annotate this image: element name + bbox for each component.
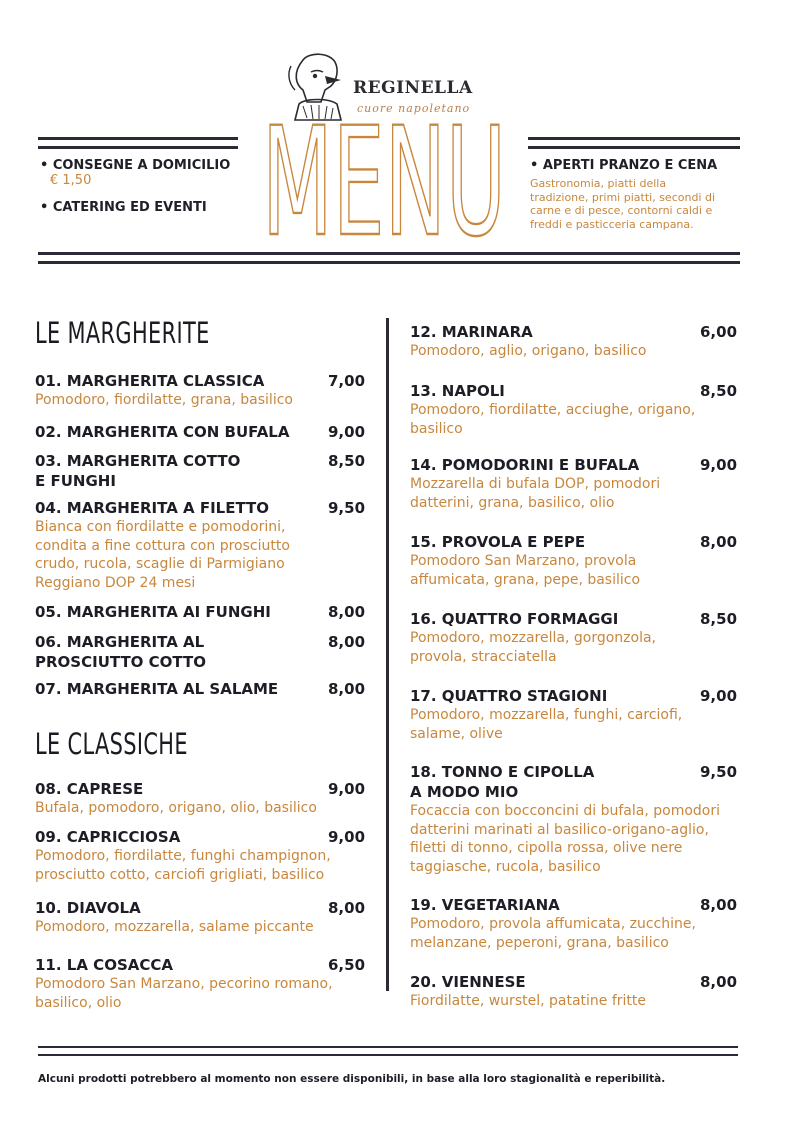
description-line: tradizione, primi piatti, secondi di	[530, 190, 716, 204]
item-name: 14. POMODORINI E BUFALA	[410, 456, 640, 474]
item-description: Pomodoro, mozzarella, salame piccante	[35, 919, 314, 935]
menu-item	[35, 827, 370, 884]
item-description: Pomodoro, fiordilatte, funghi champignon,	[35, 848, 331, 864]
item-price: 8,50	[328, 452, 366, 470]
item-description: Fiordilatte, wurstel, patatine fritte	[410, 993, 647, 1009]
menu-item	[35, 955, 370, 1012]
item-name: 16. QUATTRO FORMAGGI	[410, 610, 619, 628]
item-price: 8,00	[700, 973, 738, 991]
item-description: Reggiano DOP 24 mesi	[35, 574, 196, 591]
item-name: 03. MARGHERITA COTTO	[35, 452, 241, 470]
menu-item	[35, 898, 370, 937]
services-right	[530, 158, 740, 231]
availability-note: Alcuni prodotti potrebbero al momento non essere disponibili, in base alla loro stagionalità e reperibilità.	[38, 1073, 666, 1085]
item-description: Bufala, pomodoro, origano, olio, basilico	[35, 800, 317, 816]
item-price: 9,00	[700, 687, 738, 705]
item-name: 01. MARGHERITA CLASSICA	[35, 372, 265, 390]
item-price: 8,50	[700, 382, 738, 400]
item-name: 09. CAPRICCIOSA	[35, 828, 181, 846]
item-description: Focaccia con bocconcini di bufala, pomodori	[410, 803, 720, 819]
reginella-logo	[285, 50, 475, 128]
logo-mask-icon	[285, 50, 351, 124]
item-price: 7,00	[328, 372, 366, 390]
section-title-margherite: LE MARGHERITE	[35, 316, 210, 350]
item-description: melanzane, peperoni, grana, basilico	[410, 934, 669, 951]
header-rule-bottom	[38, 252, 740, 264]
item-description: filetti di tonno, cipolla rossa, olive nere	[410, 840, 683, 856]
opening-hours: • APERTI PRANZO E CENA	[530, 158, 718, 173]
item-price: 8,50	[700, 610, 738, 628]
item-description: datterini marinati al basilico-origano-aglio,	[410, 821, 709, 838]
item-price: 8,00	[700, 896, 738, 914]
item-description: Bianca con fiordilatte e pomodorini,	[35, 519, 286, 535]
item-price: 9,00	[700, 456, 738, 474]
item-name: 10. DIAVOLA	[35, 899, 141, 917]
item-description: Pomodoro, aglio, origano, basilico	[410, 343, 647, 359]
menu-item	[35, 371, 370, 410]
item-price: 6,50	[328, 956, 366, 974]
item-description: Pomodoro San Marzano, pecorino romano,	[35, 976, 333, 992]
restaurant-description	[530, 177, 740, 231]
item-name: 07. MARGHERITA AL SALAME	[35, 680, 279, 698]
menu-item	[35, 779, 370, 818]
item-description: condita a fine cottura con prosciutto	[35, 537, 290, 554]
section-title-classiche: LE CLASSICHE	[35, 727, 188, 761]
item-price: 8,00	[328, 680, 366, 698]
header-rule-left	[38, 137, 238, 149]
item-description: affumicata, grana, pepe, basilico	[410, 571, 641, 588]
item-price: 6,00	[700, 323, 738, 341]
item-name: 08. CAPRESE	[35, 780, 144, 798]
menu-item	[35, 632, 370, 672]
item-description: provola, stracciatella	[410, 648, 557, 665]
item-description: basilico, olio	[35, 994, 122, 1011]
logo-name: REGINELLA	[353, 78, 473, 98]
item-name: 19. VEGETARIANA	[410, 896, 560, 914]
menu-item	[410, 455, 755, 512]
item-name: 12. MARINARA	[410, 323, 533, 341]
column-divider	[386, 318, 389, 991]
item-price: 9,00	[328, 423, 366, 441]
menu-item	[410, 609, 755, 666]
footer-rule	[38, 1046, 738, 1056]
item-price: 8,00	[328, 633, 366, 651]
menu-item	[410, 381, 755, 438]
item-description: salame, olive	[410, 725, 503, 742]
menu-item	[35, 679, 370, 699]
menu-item	[410, 322, 755, 361]
item-description: crudo, rucola, scaglie di Parmigiano	[35, 556, 285, 572]
item-description: datterini, grana, basilico, olio	[410, 494, 615, 511]
description-line: freddi e pasticceria campana.	[530, 217, 694, 231]
header-rule-right	[528, 137, 740, 149]
item-price: 8,00	[328, 603, 366, 621]
item-name: 04. MARGHERITA A FILETTO	[35, 499, 270, 517]
item-name: 05. MARGHERITA AI FUNGHI	[35, 603, 271, 621]
item-price: 8,00	[328, 899, 366, 917]
item-description: taggiasche, rucola, basilico	[410, 858, 601, 875]
logo-tagline: cuore napoletano	[357, 102, 471, 115]
menu-item	[35, 602, 370, 622]
item-name-line2: PROSCIUTTO COTTO	[35, 653, 206, 671]
item-description: Pomodoro San Marzano, provola	[410, 553, 637, 569]
item-name: 13. NAPOLI	[410, 382, 505, 400]
item-name-line2: A MODO MIO	[410, 783, 519, 801]
delivery-label: • CONSEGNE A DOMICILIO	[40, 158, 231, 173]
services-left	[40, 158, 230, 215]
menu-item	[35, 498, 370, 592]
item-description: Pomodoro, mozzarella, gorgonzola,	[410, 630, 656, 646]
item-name: 02. MARGHERITA CON BUFALA	[35, 423, 290, 441]
item-name: 20. VIENNESE	[410, 973, 526, 991]
item-name: 18. TONNO E CIPOLLA	[410, 763, 595, 781]
menu-heading	[258, 118, 510, 243]
menu-item	[410, 686, 755, 743]
item-price: 9,50	[328, 499, 366, 517]
item-description: Pomodoro, mozzarella, funghi, carciofi,	[410, 707, 683, 723]
item-name: 17. QUATTRO STAGIONI	[410, 687, 608, 705]
item-description: Mozzarella di bufala DOP, pomodori	[410, 476, 661, 492]
menu-item	[410, 972, 755, 1011]
item-name: 06. MARGHERITA AL	[35, 633, 205, 651]
delivery-price: € 1,50	[50, 173, 92, 188]
item-price: 8,00	[700, 533, 738, 551]
description-line: Gastronomia, piatti della	[530, 177, 667, 190]
menu-word-text: MENU	[262, 118, 506, 243]
item-price: 9,50	[700, 763, 738, 781]
menu-item	[410, 532, 755, 589]
item-name-line2: E FUNGHI	[35, 472, 116, 490]
menu-item	[410, 895, 755, 952]
menu-item	[410, 762, 755, 876]
menu-item	[35, 451, 370, 491]
item-description: prosciutto cotto, carciofi grigliati, basilico	[35, 866, 325, 883]
description-line: carne e di pesce, contorni caldi e	[530, 204, 713, 217]
catering-label: • CATERING ED EVENTI	[40, 200, 207, 215]
item-price: 9,00	[328, 780, 366, 798]
item-description: basilico	[410, 420, 463, 437]
item-price: 9,00	[328, 828, 366, 846]
item-description: Pomodoro, fiordilatte, acciughe, origano,	[410, 402, 696, 418]
menu-item	[35, 422, 370, 442]
item-name: 15. PROVOLA E PEPE	[410, 533, 586, 551]
item-description: Pomodoro, provola affumicata, zucchine,	[410, 916, 696, 932]
item-description: Pomodoro, fiordilatte, grana, basilico	[35, 392, 293, 408]
item-name: 11. LA COSACCA	[35, 956, 173, 974]
